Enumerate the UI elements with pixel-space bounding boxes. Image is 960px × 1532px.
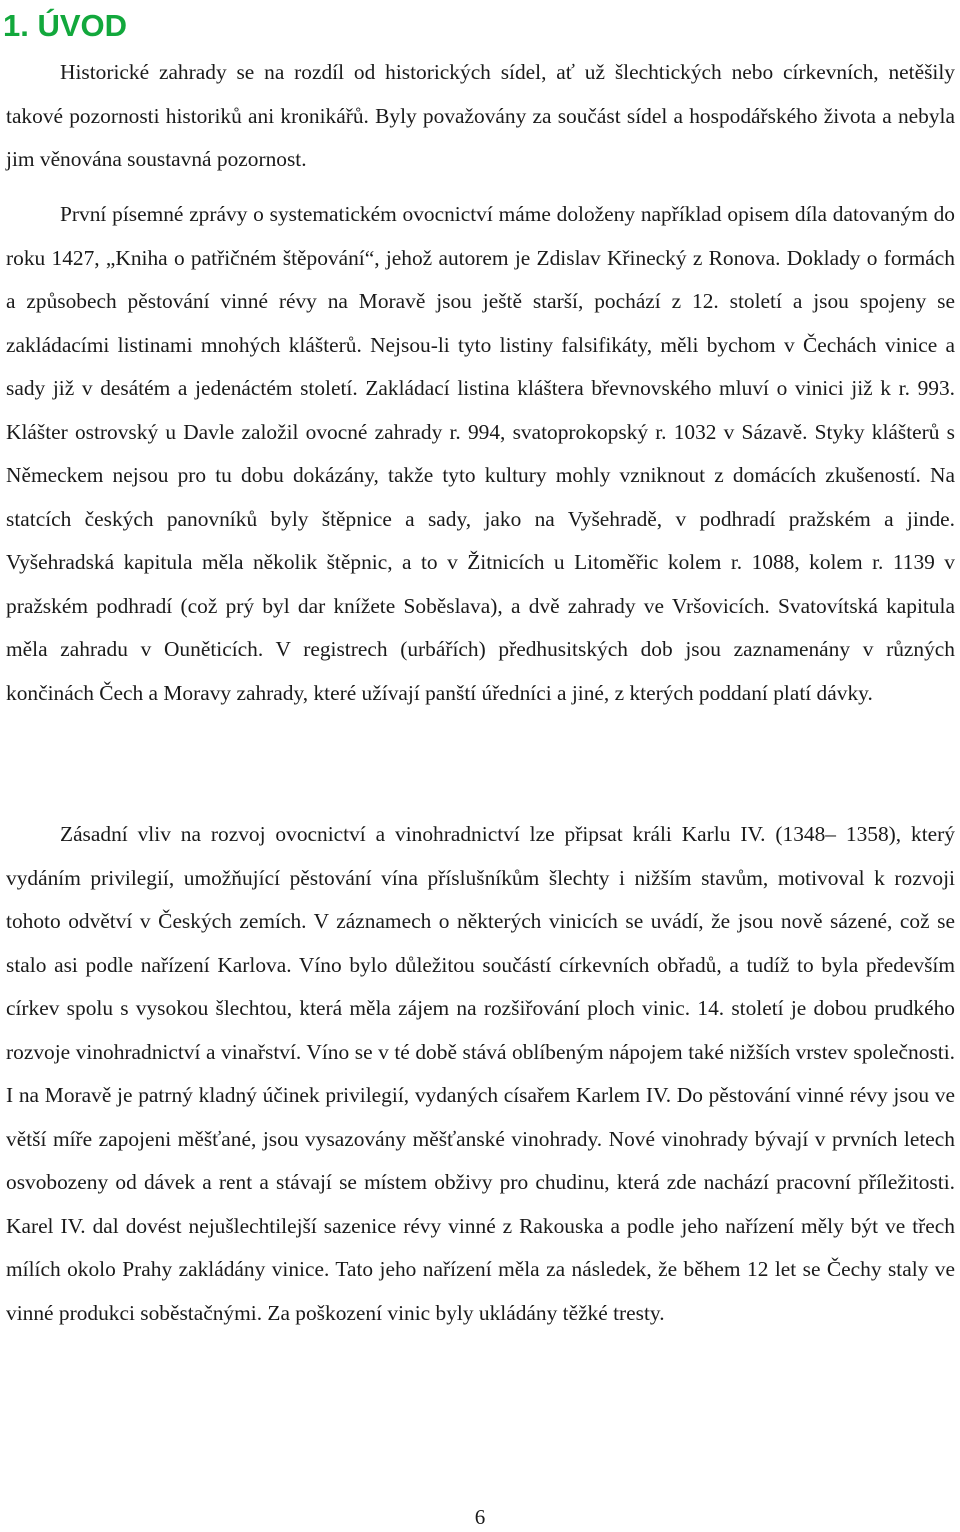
section-heading: 1. ÚVOD (3, 8, 128, 43)
paragraph-intro: Historické zahrady se na rozdíl od historických sídel, ať už šlechtických nebo církevních, netěšily takové pozornosti historiků ani kronikářů. Byly považovány za součást sídel a hospodářského života a nebyla jim věnována soustavná pozornost. (6, 60, 955, 171)
paragraph-early-records: První písemné zprávy o systematickém ovocnictví máme doloženy například opisem díla datovaným do roku 1427, „Kniha o patřičném štěpování“, jehož autorem je Zdislav Křinecký z Ronova. Doklady o formách a způsobech pěstování vinné révy na Moravě jsou ještě starší, pochází z 12. století a jsou spojeny se zakládacími listinami mnohých klášterů. Nejsou-li tyto listiny falsifikáty, měli bychom v Čechách vinice a sady již v desátém a jedenáctém století. Zakládací listina kláštera břevnovského mluví o vinici již k r. 993. Klášter ostrovský u Davle založil ovocné zahrady r. 994, svatoprokopský r. 1032 v Sázavě. Styky klášterů s Německem nejsou pro tu dobu dokázány, takže tyto kultury mohly vzniknout z domácích zkušeností. Na statcích českých panovníků byly štěpnice a sady, jako na Vyšehradě, v podhradí pražském a jinde. Vyšehradská kapitula měla několik štěpnic, a to v Žitnicích u Litoměřic kolem r. 1088, kolem r. 1139 v pražském podhradí (což prý byl dar knížete Soběslava), a dvě zahrady ve Vršovicích. Svatovítská kapitula měla zahradu v Ouněticích. V registrech (urbářích) předhusitských dob jsou zaznamenány v různých končinách Čech a Moravy zahrady, které užívají panští úředníci a jiné, z kterých poddaní platí dávky. (6, 202, 955, 705)
page-number: 6 (474, 1505, 486, 1529)
paragraph-charles-iv: Zásadní vliv na rozvoj ovocnictví a vinohradnictví lze připsat králi Karlu IV. (1348– 1358), který vydáním privilegií, umožňující pěstování vína příslušníkům šlechty i nižším stavům, motivoval k rozvoji tohoto odvětví v Českých zemích. V záznamech o některých vinicích se uvádí, že jsou nově sázené, což se stalo asi podle nařízení Karlova. Víno bylo důležitou součástí církevních obřadů, a tudíž to byla především církev spolu s vysokou šlechtou, která měla zájem na rozšiřování ploch vinic. 14. století je dobou prudkého rozvoje vinohradnictví a vinařství. Víno se v té době stává oblíbeným nápojem také nižších vrstev společnosti. I na Moravě je patrný kladný účinek privilegií, vydaných císařem Karlem IV. Do pěstování vinné révy jsou ve větší míře zapojeni měšťané, jsou vysazovány měšťanské vinohrady. Nové vinohrady bývají v prvních letech osvobozeny od dávek a rent a stávají se místem obživy pro chudinu, která zde nachází pracovní příležitosti. Karel IV. dal dovést nejušlechtilejší sazenice révy vinné z Rakouska a podle jeho nařízení měly být ve třech mílích okolo Prahy zakládány vinice. Tato jeho nařízení měla za následek, že během 12 let se Čechy staly ve vinné produkci soběstačnými. Za poškození vinic byly ukládány těžké tresty. (6, 822, 955, 1325)
